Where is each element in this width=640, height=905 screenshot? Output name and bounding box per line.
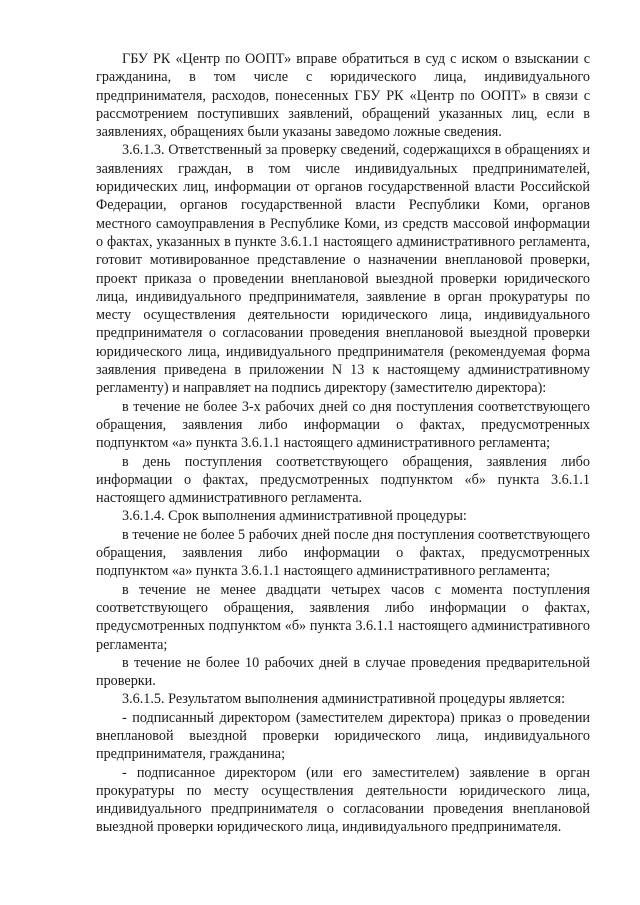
- paragraph-3-6-1-4: 3.6.1.4. Срок выполнения административной процедуры:: [122, 508, 467, 525]
- paragraph-term-10-days: в течение не более 10 рабочих дней в случае проведения предварительной проверки.: [96, 654, 590, 690]
- paragraph-result-order: - подписанный директором (заместителем директора) приказ о проведении внеплановой выездной проверки юридического лица, индивидуального предпринимателя, гражданина;: [96, 709, 590, 763]
- paragraph-term-24-hours: в течение не менее двадцати четырех часов с момента поступления соответствующего обращения, заявления либо информации о фактах, предусмотренных подпунктом «б» пункта 3.6.1.1 настоящего административного регламента;: [96, 581, 590, 653]
- paragraph-term-5-days: в течение не более 5 рабочих дней после дня поступления соответствующего обращения, заявления либо информации о фактах, предусмотренных подпунктом «а» пункта 3.6.1.1 настоящего административного регламента;: [96, 526, 590, 580]
- paragraph-claim-recovery: ГБУ РК «Центр по ООПТ» вправе обратиться в суд с иском о взыскании с гражданина, в том числе с юридического лица, индивидуального предпринимателя, расходов, понесенных ГБУ РК «Центр по ООПТ» в связи с рассмотрением поступивших заявлений, обращений указанных лиц, если в заявлениях, обращениях были указаны заведомо ложные сведения.: [96, 51, 590, 141]
- paragraph-result-application: - подписанное директором (или его заместителем) заявление в орган прокуратуры по месту осуществления деятельности юридического лица, индивидуального предпринимателя о согласовании проведения внеплановой выездной проверки юридического лица, индивидуального предпринимателя.: [96, 764, 590, 836]
- paragraph-term-3-days: в течение не более 3-х рабочих дней со дня поступления соответствующего обращения, заявления либо информации о фактах, предусмотренных подпунктом «а» пункта 3.6.1.1 настоящего административного регламента;: [96, 398, 590, 452]
- paragraph-3-6-1-3: 3.6.1.3. Ответственный за проверку сведений, содержащихся в обращениях и заявлениях граждан, в том числе индивидуальных предпринимателей, юридических лиц, информации от органов государственной власти Российской Федерации, органов государственной власти Республики Коми, органов местного самоуправления в Республике Коми, из средств массовой информации о фактах, указанных в пункте 3.6.1.1 настоящего административного регламента, готовит мотивированное представление о назначении внеплановой проверки, проект приказа о проведении внеплановой выездной проверки юридического лица, индивидуального предпринимателя, заявление в орган прокуратуры по месту осуществления деятельности юридического лица, индивидуального предпринимателя о согласовании проведения внеплановой выездной проверки юридического лица, индивидуального предпринимателя (рекомендуемая форма заявления приведена в приложении N 13 к настоящему административному регламенту) и направляет на подпись директору (заместителю директора):: [96, 142, 590, 397]
- paragraph-3-6-1-5: 3.6.1.5. Результатом выполнения административной процедуры является:: [122, 691, 566, 708]
- document-body: [96, 50, 590, 837]
- paragraph-term-same-day: в день поступления соответствующего обращения, заявления либо информации о фактах, предусмотренных подпунктом «б» пункта 3.6.1.1 настоящего административного регламента.: [96, 453, 590, 507]
